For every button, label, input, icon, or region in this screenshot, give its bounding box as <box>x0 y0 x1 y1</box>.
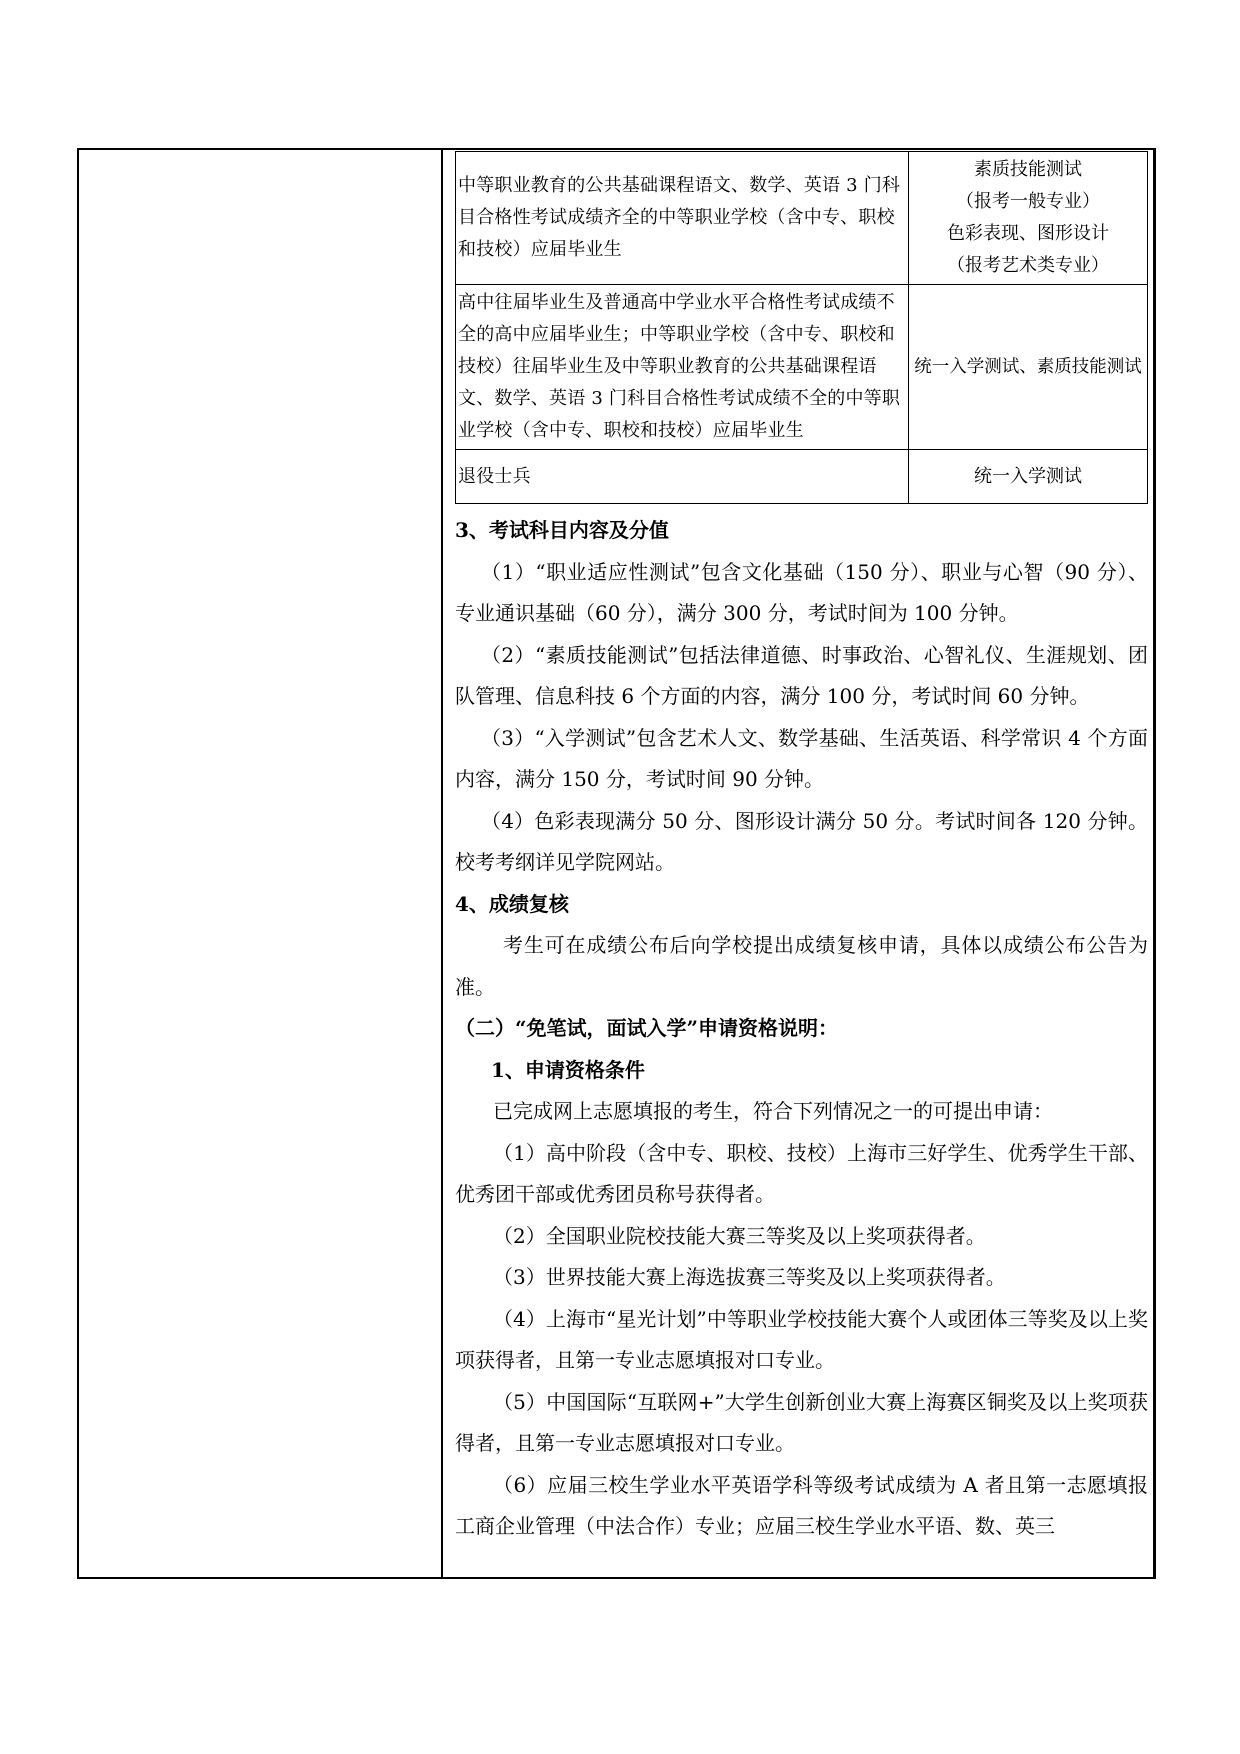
list-item: （2）全国职业院校技能大赛三等奖及以上奖项获得者。 <box>493 1223 986 1248</box>
document-body <box>455 510 1148 1548</box>
paragraph: （2）“素质技能测试”包括法律道德、时事政治、心智礼仪、生涯规划、团队管理、信息科技 6 个方面的内容，满分 100 分，考试时间 60 分钟。 <box>455 642 1148 708</box>
section-heading: 3、考试科目内容及分值 <box>455 518 669 542</box>
list-item: （4）上海市“星光计划”中等职业学校技能大赛个人或团体三等奖及以上奖项获得者，且第一专业志愿填报对口专业。 <box>455 1306 1148 1372</box>
list-item: （1）高中阶段（含中专、职校、技校）上海市三好学生、优秀学生干部、优秀团干部或优秀团员称号获得者。 <box>455 1140 1148 1206</box>
test-cell <box>909 285 1148 450</box>
sub-heading: 1、申请资格条件 <box>491 1057 645 1082</box>
applicant-cell: 高中往届毕业生及普通高中学业水平合格性考试成绩不全的高中应届毕业生；中等职业学校（含中专、职校和技校）往届毕业生及中等职业教育的公共基础课程语文、数学、英语 3 门科目合格性考试成绩不全的中等职业学校（含中专、职校和技校）应届毕业生 <box>456 285 909 450</box>
exam-subject-table <box>455 151 1148 504</box>
list-item: （5）中国国际“互联网+”大学生创新创业大赛上海赛区铜奖及以上奖项获得者，且第一专业志愿填报对口专业。 <box>455 1389 1148 1455</box>
applicant-cell: 退役士兵 <box>456 450 909 504</box>
test-cell <box>909 450 1148 504</box>
test-line: （报考一般专业） <box>956 191 1100 212</box>
paragraph: （1）“职业适应性测试”包含文化基础（150 分）、职业与心智（90 分）、专业通识基础（60 分），满分 300 分，考试时间为 100 分钟。 <box>455 559 1148 625</box>
table-row <box>456 285 1148 450</box>
test-cell <box>909 152 1148 285</box>
paragraph: 已完成网上志愿填报的考生，符合下列情况之一的可提出申请： <box>493 1099 1053 1123</box>
test-line: 色彩表现、图形设计 <box>947 223 1109 244</box>
table-row <box>456 450 1148 504</box>
test-line: 素质技能测试 <box>974 159 1082 180</box>
part-heading: （二）“免笔试，面试入学”申请资格说明： <box>455 1016 839 1040</box>
paragraph: （4）色彩表现满分 50 分、图形设计满分 50 分。考试时间各 120 分钟。校考考纲详见学院网站。 <box>455 808 1148 874</box>
list-item: （6）应届三校生学业水平英语学科等级考试成绩为 A 者且第一志愿填报工商企业管理（中法合作）专业；应届三校生学业水平语、数、英三 <box>455 1472 1148 1538</box>
list-item: （3）世界技能大赛上海选拔赛三等奖及以上奖项获得者。 <box>493 1265 1006 1289</box>
section-heading: 4、成绩复核 <box>455 891 569 916</box>
test-line: 统一入学测试 <box>974 465 1082 487</box>
test-line: 统一入学测试、素质技能测试 <box>914 357 1142 377</box>
applicant-cell: 中等职业教育的公共基础课程语文、数学、英语 3 门科目合格性考试成绩齐全的中等职业学校（含中专、职校和技校）应届毕业生 <box>456 152 909 285</box>
test-line: （报考艺术类专业） <box>947 255 1109 276</box>
column-divider <box>441 148 443 1579</box>
table-row <box>456 152 1148 285</box>
paragraph: 考生可在成绩公布后向学校提出成绩复核申请，具体以成绩公布公告为准。 <box>455 933 1148 999</box>
paragraph: （3）“入学测试”包含艺术人文、数学基础、生活英语、科学常识 4 个方面内容，满分 150 分，考试时间 90 分钟。 <box>455 725 1148 791</box>
